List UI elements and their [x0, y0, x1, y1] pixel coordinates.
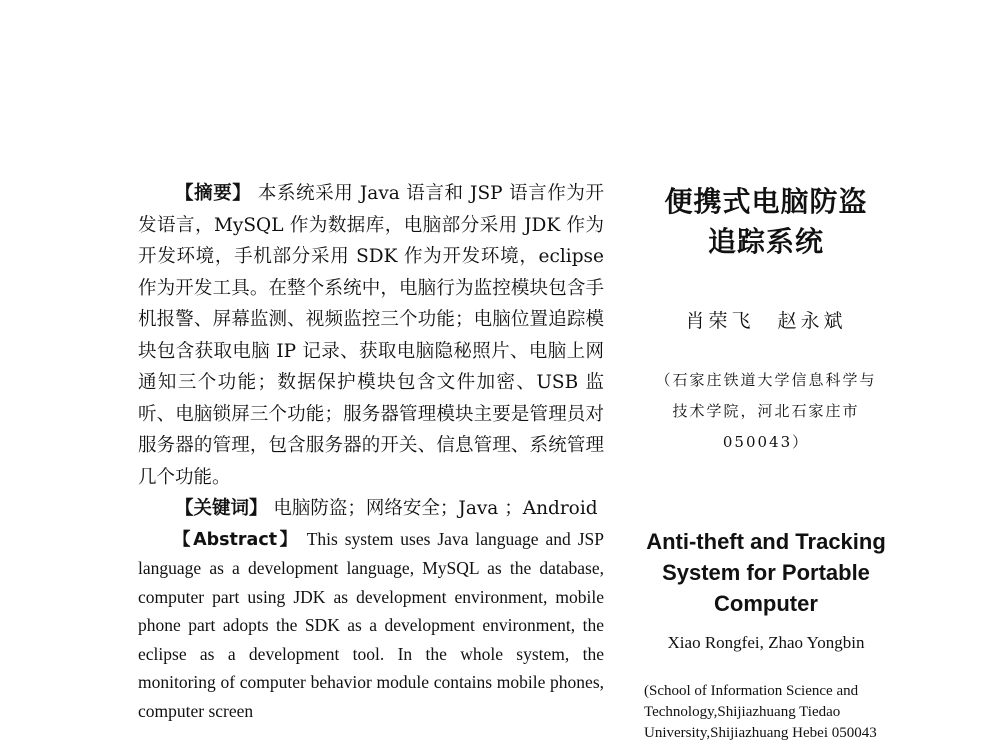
authors-zh: 肖荣飞 赵永斌 — [685, 310, 847, 332]
keywords-zh — [138, 493, 604, 525]
affiliation-zh: （石家庄铁道大学信息科学与技术学院，河北石家庄市 050043） — [655, 371, 877, 451]
title-zh: 便携式电脑防盗追踪系统 — [664, 185, 868, 258]
keywords-zh-tag: 【关键词】 — [175, 498, 268, 519]
abstract-zh-tag: 【摘要】 — [175, 183, 252, 204]
keywords-zh-text: 电脑防盗；网络安全；Java ；Android — [273, 498, 598, 519]
title-en: Anti-theft and Tracking System for Portable Computer — [646, 529, 886, 616]
affiliation-en: (School of Information Science and Technology,Shijiazhuang Tiedao University,Shijiazhuang Hebei 050043 — [644, 683, 877, 741]
abstract-zh — [138, 178, 604, 493]
authors-en: Xiao Rongfei, Zhao Yongbin — [667, 633, 865, 652]
title-column — [628, 178, 904, 744]
abstract-column — [138, 178, 604, 725]
abstract-en — [138, 525, 604, 726]
abstract-zh-text: 本系统采用 Java 语言和 JSP 语言作为开发语言，MySQL 作为数据库，电脑部分采用 JDK 作为开发环境，手机部分采用 SDK 作为开发环境，eclipse 作为开发工具。在整个系统中，电脑行为监控模块包含手机报警、屏幕监测、视频监控三个功能；电脑位置追踪模块包含获取电脑 IP 记录、获取电脑隐秘照片、电脑上网通知三个功能；数据保护模块包含文件加密、USB 监听、电脑锁屏三个功能；服务器管理模块主要是管理员对服务器的管理，包含服务器的开关、信息管理、系统管理几个功能。 — [138, 183, 604, 488]
abstract-en-tag: 【Abstract】 — [173, 529, 300, 550]
abstract-en-text: This system uses Java language and JSP language as a development language, MySQL as the database, computer part using JDK as development environment, mobile phone part adopts the SDK as a development environment, the eclipse as a development tool. In the whole system, the monitoring of computer behavior module contains mobile phones, computer screen — [138, 528, 605, 721]
